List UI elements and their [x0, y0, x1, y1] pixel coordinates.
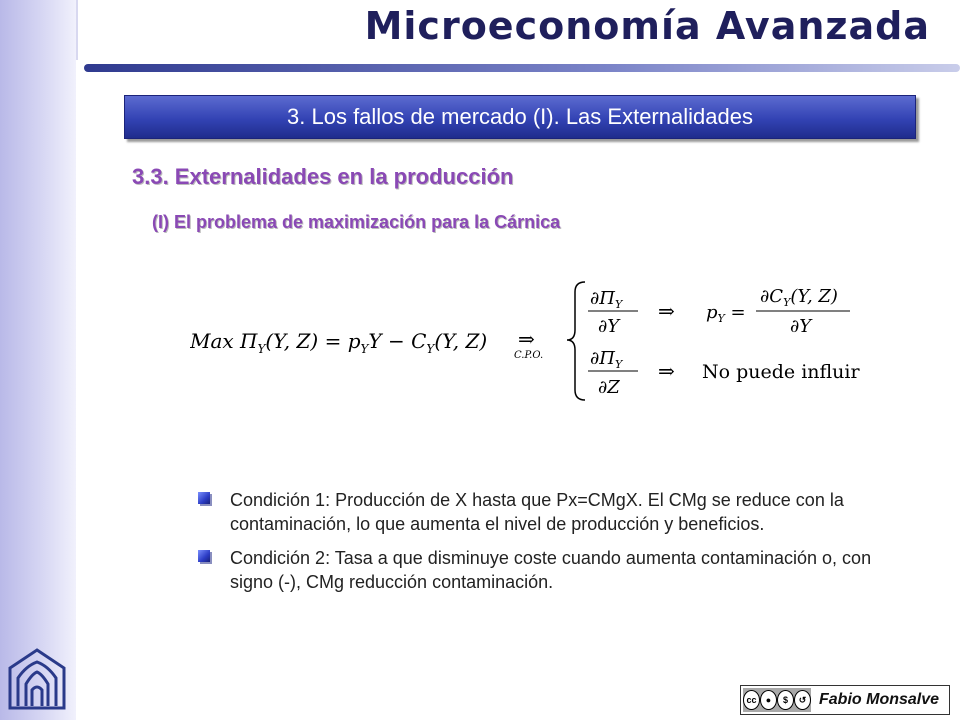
row2-arrow: ⇒	[658, 359, 675, 383]
cc-icon: cc	[743, 690, 760, 710]
implies-arrow: ⇒	[518, 327, 535, 351]
max-label: Max	[190, 329, 234, 353]
subsubsection-title: (I) El problema de maximización para la Cárnica	[152, 212, 561, 232]
maximization-formula	[190, 278, 880, 408]
subsection-title: 3.3. Externalidades en la producción	[132, 164, 514, 189]
by-icon: ●	[760, 690, 777, 710]
row1-lhs: $p_Y$ =	[706, 302, 746, 325]
brace	[567, 282, 585, 400]
row1-arrow: ⇒	[658, 299, 675, 323]
condition-text: Condición 1: Producción de X hasta que Px=CMgX. El CMg se reduce con la contaminación, lo que aumenta el nivel de producción y beneficios.	[230, 490, 844, 534]
list-item	[198, 546, 898, 594]
square-bullet-icon	[198, 550, 210, 562]
course-title: Microeconomía Avanzada	[364, 4, 930, 48]
top-divider	[76, 0, 78, 60]
license-credit	[740, 685, 950, 715]
row2-result: No puede influir	[702, 361, 860, 383]
row1-den: ∂Y	[790, 316, 812, 337]
list-item	[198, 488, 898, 536]
cpo-label: C.P.O.	[514, 350, 544, 361]
nc-icon: $	[777, 690, 794, 710]
square-bullet-icon	[198, 492, 210, 504]
objective-function: $\Pi_Y(Y$, $Z) = p_YY - C_Y(Y$, Z)	[240, 329, 488, 356]
sidebar-band	[0, 0, 76, 720]
header-rule	[84, 64, 960, 72]
section-banner	[124, 95, 916, 139]
partial-pi-z-num: $\partial\Pi_Y$	[590, 348, 623, 371]
cc-license-badge	[743, 688, 811, 712]
partial-y-den: ∂Y	[598, 316, 620, 337]
sa-icon: ↺	[794, 690, 811, 710]
partial-z-den: ∂Z	[598, 377, 620, 398]
section-title: 3. Los fallos de mercado (I). Las Externalidades	[287, 104, 753, 129]
condition-text: Condición 2: Tasa a que disminuye coste cuando aumenta contaminación o, con signo (-), CMg reducción contaminación.	[230, 548, 872, 592]
condition-list	[198, 488, 898, 604]
university-logo-icon	[6, 648, 68, 710]
row1-num: $\partial C_Y(Y$, Z)	[760, 286, 838, 309]
author-name: Fabio Monsalve	[819, 691, 940, 708]
partial-pi-y-num: $\partial\Pi_Y$	[590, 288, 623, 311]
